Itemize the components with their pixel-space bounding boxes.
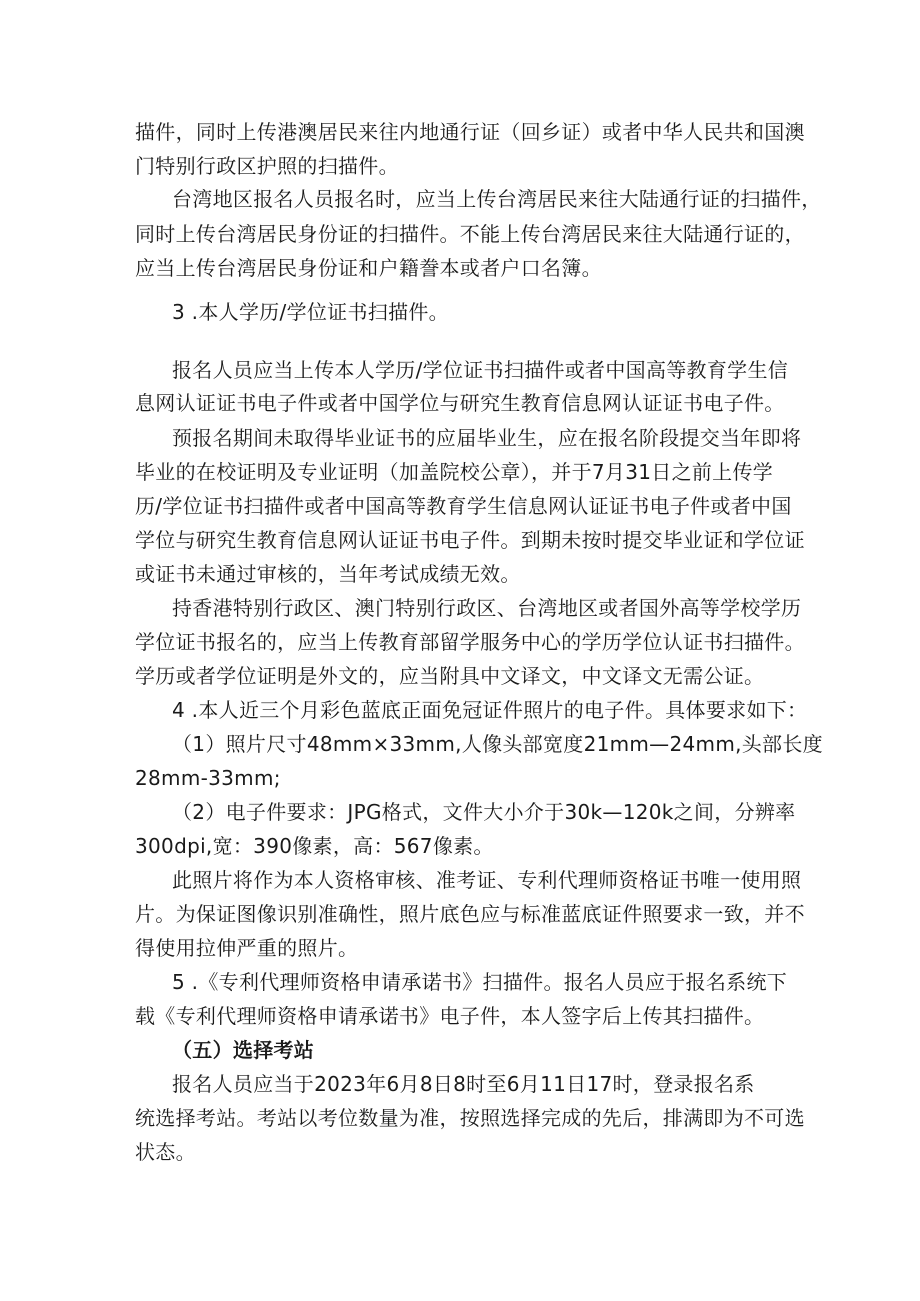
text-line: 片。为保证图像识别准确性，照片底色应与标准蓝底证件照要求一致，并不 xyxy=(135,902,805,926)
text-line: 应当上传台湾居民身份证和户籍誊本或者户口名簿。 xyxy=(135,256,602,280)
text-line: 学历或者学位证明是外文的，应当附具中文译文，中文译文无需公证。 xyxy=(135,664,765,688)
text-line: 报名人员应当于2023年6月8日8时至6月11日17时，登录报名系 xyxy=(172,1072,755,1096)
text-line: 得使用拉伸严重的照片。 xyxy=(135,936,359,960)
text-line: 28mm-33mm; xyxy=(135,766,281,790)
text-line: 统选择考站。考站以考位数量为准，按照选择完成的先后，排满即为不可选 xyxy=(135,1106,805,1130)
text-line: 门特别行政区护照的扫描件。 xyxy=(135,154,399,178)
text-line: 描件，同时上传港澳居民来往内地通行证（回乡证）或者中华人民共和国澳 xyxy=(135,120,805,144)
text-line: 学位与研究生教育信息网认证证书电子件。到期未按时提交毕业证和学位证 xyxy=(135,528,805,552)
text-line: 台湾地区报名人员报名时，应当上传台湾居民来往大陆通行证的扫描件， xyxy=(172,187,822,211)
text-line: 状态。 xyxy=(135,1140,196,1164)
subsection-title: （五）选择考站 xyxy=(172,1038,315,1062)
text-line: 报名人员应当上传本人学历/学位证书扫描件或者中国高等教育学生信 xyxy=(172,358,789,382)
section-heading: 3 .本人学历/学位证书扫描件。 xyxy=(172,300,449,324)
section-heading: 4 .本人近三个月彩色蓝底正面免冠证件照片的电子件。具体要求如下： xyxy=(172,698,808,722)
text-line: （2）电子件要求：JPG格式，文件大小介于30k—120k之间，分辨率 xyxy=(172,800,796,824)
text-line: 此照片将作为本人资格审核、准考证、专利代理师资格证书唯一使用照 xyxy=(172,868,802,892)
text-line: 息网认证证书电子件或者中国学位与研究生教育信息网认证证书电子件。 xyxy=(135,391,785,415)
text-line: 或证书未通过审核的，当年考试成绩无效。 xyxy=(135,562,521,586)
text-line: 历/学位证书扫描件或者中国高等教育学生信息网认证证书电子件或者中国 xyxy=(135,494,792,518)
text-line: 300dpi,宽：390像素，高：567像素。 xyxy=(135,834,494,858)
text-line: 学位证书报名的，应当上传教育部留学服务中心的学历学位认证书扫描件。 xyxy=(135,630,805,654)
text-line: 预报名期间未取得毕业证书的应届毕业生，应在报名阶段提交当年即将 xyxy=(172,426,802,450)
text-line: 持香港特别行政区、澳门特别行政区、台湾地区或者国外高等学校学历 xyxy=(172,596,802,620)
text-line: 同时上传台湾居民身份证的扫描件。不能上传台湾居民来往大陆通行证的， xyxy=(135,222,805,246)
section-heading: 5 .《专利代理师资格申请承诺书》扫描件。报名人员应于报名系统下 xyxy=(172,970,788,994)
text-line: （1）照片尺寸48mm×33mm,人像头部宽度21mm—24mm,头部长度 xyxy=(172,732,823,756)
text-line: 载《专利代理师资格申请承诺书》电子件，本人签字后上传其扫描件。 xyxy=(135,1004,765,1028)
text-line: 毕业的在校证明及专业证明（加盖院校公章），并于7月31日之前上传学 xyxy=(135,460,774,484)
